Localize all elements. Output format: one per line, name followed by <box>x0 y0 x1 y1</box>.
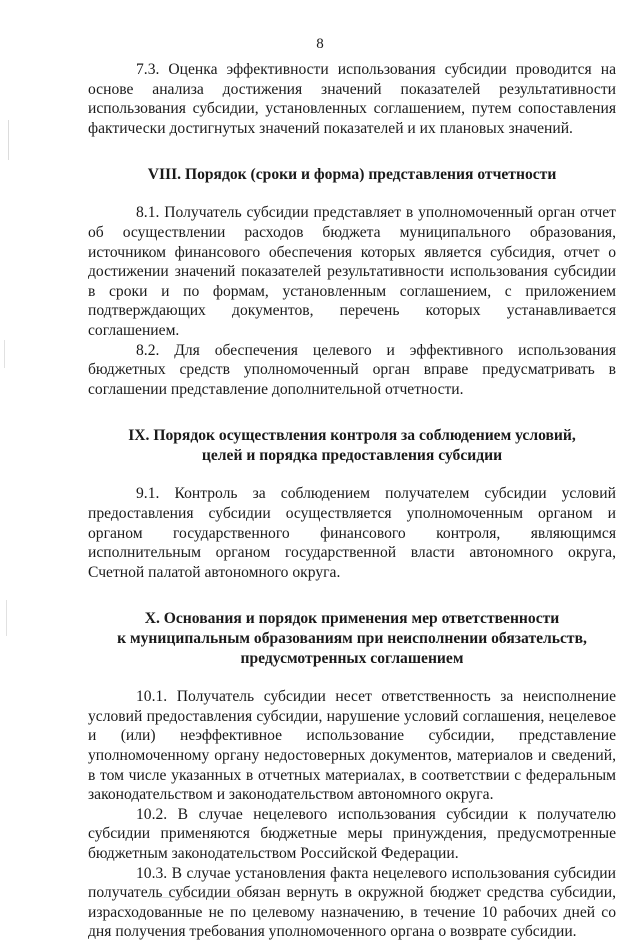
spacer <box>88 185 616 203</box>
scan-artifact <box>8 120 9 160</box>
document-body <box>88 60 616 942</box>
spacer <box>88 399 616 426</box>
paragraph-9-1: 9.1. Контроль за соблюдением получателем субсидии условий предоставления субсидии осуществляется уполномоченным органом и органом государственного финансового контроля, являющимся исполнительным органом государственной власти автономного округа, Счетной палатой автономного округа. <box>88 485 616 581</box>
section-heading-viii: VIII. Порядок (сроки и форма) представления отчетности <box>147 166 557 184</box>
spacer <box>88 466 616 484</box>
spacer <box>88 138 616 165</box>
scan-artifact <box>6 600 7 636</box>
heading-line: предусмотренных соглашением <box>240 650 464 668</box>
spacer <box>88 669 616 687</box>
paragraph-7-3: 7.3. Оценка эффективности использования субсидии проводится на основе анализа достижения значений показателей результативности использования субсидии, установленных соглашением, путем сопоставления фактически достигнутых значений показателей и их плановых значений. <box>88 61 616 137</box>
heading-line: IX. Порядок осуществления контроля за соблюдением условий, <box>128 427 576 445</box>
paragraph-10-3: 10.3. В случае установления факта нецелевого использования субсидии получатель субсидии обязан вернуть в окружной бюджет средства субсидии, израсходованные не по целевому назначению, в течение 10 рабочих дней со дня получения требования уполномоченного органа о возврате субсидии. <box>88 864 616 941</box>
scan-artifact <box>150 897 240 898</box>
heading-line: X. Основания и порядок применения мер ответственности <box>144 610 560 628</box>
paragraph-8-2: 8.2. Для обеспечения целевого и эффективного использования бюджетных средств уполномоченный орган вправе предусматривать в соглашении представление дополнительной отчетности. <box>88 341 616 398</box>
paragraph-10-1: 10.1. Получатель субсидии несет ответственность за неисполнение условий предоставления субсидии, нарушение условий соглашения, нецелевое и (или) неэффективное использование субсидии, представление уполномоченному органу недостоверных документов, материалов и сведений, в том числе указанных в отчетных материалах, в соответствии с федеральным законодательством и законодательством автономного округа. <box>88 688 616 804</box>
paragraph-8-1: 8.1. Получатель субсидии представляет в уполномоченный орган отчет об осуществлении расходов бюджета муниципального образования, источником финансового обеспечения которых является субсидия, отчет о достижении значений показателей результативности использования субсидии в сроки и по формам, установленным соглашением, с приложением подтверждающих документов, перечень которых устанавливается соглашением. <box>88 204 616 339</box>
heading-line: к муниципальным образованиям при неисполнении обязательств, <box>117 630 587 648</box>
paragraph-10-2: 10.2. В случае нецелевого использования субсидии к получателю субсидии применяются бюджетные меры принуждения, предусмотренные бюджетным законодательством Российской Федерации. <box>88 805 616 863</box>
section-heading-ix <box>88 426 616 466</box>
scan-artifact <box>4 340 5 368</box>
section-heading-x <box>88 609 616 669</box>
heading-line: целей и порядка предоставления субсидии <box>201 447 503 465</box>
spacer <box>88 582 616 609</box>
page-number: 8 <box>316 36 324 52</box>
